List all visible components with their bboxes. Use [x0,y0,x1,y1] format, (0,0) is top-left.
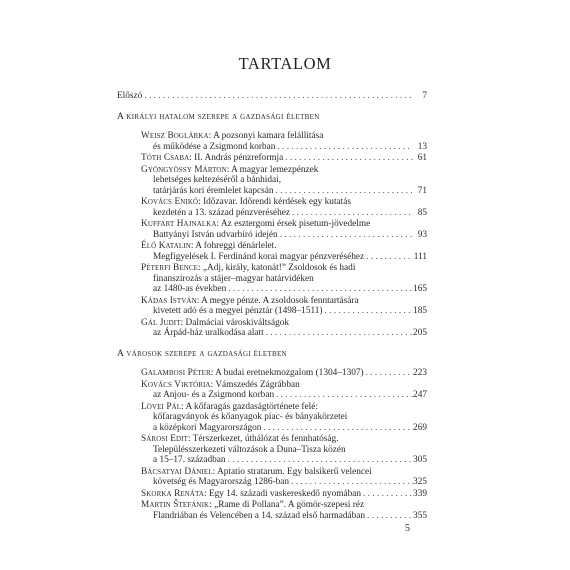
toc-entry-row [141,368,427,379]
entry-line [141,241,427,252]
leader-dots [278,230,413,241]
entry-author: Galambosi Péter [141,368,211,378]
entry-line [141,131,427,142]
toc-entry-row [141,511,427,522]
toc-entry-row [141,208,427,219]
entry-title-text: lehetséges keltezéséről a bánhidai, [153,175,282,185]
toc-entry [117,434,427,466]
leader-dots [261,423,413,434]
entry-title-text: és működése a Zsigmond korban [153,141,276,152]
entry-author: Kovács Enikő [141,197,199,207]
entry-title-text: : A kőfaragás gazdaságtörténete felé: [181,401,318,412]
toc-entry [117,263,427,295]
entry-title-text: : Térszerkezet, úthálózat és fennhatóság. [187,434,339,444]
entry-page: 247 [413,390,427,400]
page-number: 5 [405,523,410,534]
entry-author: Kádas István [141,295,197,306]
entry-title [141,489,361,500]
entry-line [141,219,427,230]
leader-dots [226,284,413,295]
entry-author: Gyöngyössy Márton [141,164,227,175]
entry-title-text: követség és Magyarország 1286-ban [153,477,290,487]
leader-dots [142,91,413,102]
leader-dots [364,252,413,263]
entry-author: Weisz Boglárka [141,131,209,141]
entry-line [141,402,427,413]
entry-author: Tóth Csaba [141,153,190,163]
entry-author: Lövei Pál [141,401,182,412]
leader-dots [274,186,413,197]
entry-title-text: Battyányi István udvarbíró idején [153,229,278,240]
table-of-contents [117,91,427,522]
toc-entry-row [141,284,427,295]
toc-entry-row [141,186,427,197]
entry-line [141,165,427,176]
toc-entry-row [141,423,427,434]
entry-author: Élő Katalin [141,241,191,251]
leader-dots [289,477,413,488]
entry-title-text: : A fohreggi dénárlelet. [190,241,277,251]
toc-entry [117,131,427,152]
entry-title-text: : Időzavar. Időrendi kérdések egy kutatás [198,197,351,207]
toc-entry-row [141,489,427,500]
toc-entry [117,500,427,521]
toc-entry [117,241,427,262]
entry-line [141,318,427,329]
toc-entry [117,153,427,164]
entry-title-text: az Anjou- és a Zsigmond korban [153,390,275,400]
entry-title-text: tatárjárás kori éremlelet kapcsán [153,185,274,196]
leader-dots [274,390,413,401]
toc-entry [117,380,427,401]
entry-title-text: : A budai eretnekmozgalom (1304–1307) [210,368,364,378]
entry-page: 325 [413,477,427,487]
toc-entry [117,402,427,434]
entry-title-text: a 15–17. században [153,455,226,465]
leader-dots [364,368,413,379]
entry-title-text: Településszerkezeti változások a Duna–Tisza közén [153,444,346,455]
entry-page: 111 [413,251,427,262]
toc-entry [117,318,427,339]
entry-author: Sárosi Edit [141,434,188,444]
entry-line [141,197,427,208]
entry-title-text: finanszírozás a stájer–magyar határvidéken [153,273,314,284]
toc-entry-row [141,306,427,317]
intro-page: 7 [422,91,427,101]
entry-title [141,153,283,164]
entry-page: 61 [417,153,427,163]
entry-title-text: Megfigyelések I. Ferdinánd korai magyar pénzveréséhez [153,251,365,262]
entry-author: Bácsatyai Dániel [141,466,213,477]
entry-line [141,467,427,478]
toc-sections [117,112,427,522]
entry-author: Gál Judit [141,317,181,328]
entry-title-text: : Dalmáciai városkiváltságok [180,317,290,328]
entry-title-text: a középkori Magyarországon [153,422,262,433]
toc-entry-row [141,328,427,339]
entry-page: 223 [413,368,427,378]
entry-author: Skorka Renáta [141,488,205,499]
leader-dots [264,328,413,339]
entry-title-text: kezdetén a 13. század pénzveréséhez [153,207,291,218]
entry-line [141,263,427,274]
entry-page: 355 [413,510,427,521]
toc-intro [117,91,427,102]
entry-title-text: az 1480-as években [153,284,227,294]
entry-title-text: : Aptatio stratarum. Egy balsikerű velencei [212,466,372,477]
entry-page: 185 [413,306,427,316]
leader-dots [290,208,413,219]
toc-entry [117,296,427,317]
leader-dots [275,142,413,153]
toc-entry [117,197,427,218]
entry-title-text: : A magyar lemezpénzek [226,164,319,175]
toc-entry-row [141,455,427,466]
entry-title-text: : „Adj, király, katonát!” Zsoldosok és hadi [198,263,356,273]
toc-entry [117,368,427,379]
entry-author: Kovács Viktória [141,379,211,390]
entry-page: 85 [417,207,427,218]
entry-title-text: kőfaragványok és kőanyagok piac- és bányakörzetei [153,412,348,422]
toc-entry-row [141,477,427,488]
entry-page: 269 [413,422,427,433]
entry-title-text: : A megye pénze. A zsoldosok fenntartására [196,295,359,306]
entry-title-text: : Egy 14. századi vaskereskedő nyomában [204,488,362,499]
leader-dots [283,153,413,164]
entry-page: 339 [413,488,427,499]
section-heading: A királyi hatalom szerepe a gazdasági életben [117,110,320,122]
toc-entry [117,489,427,500]
entry-title-text: az Árpád-ház uralkodása alatt [153,328,264,338]
intro-label: Előszó [117,91,143,101]
entry-line [141,434,427,445]
toc-entry-row [141,252,427,263]
toc-entry [117,467,427,488]
entry-author: Kuffart Hajnalka [141,219,217,229]
entry-line [141,412,427,423]
entry-title-text: : Az esztergomi érsek pisetum-jövedelme [216,219,371,229]
entry-line [141,274,427,285]
entry-line [141,296,427,307]
entry-line [141,175,427,186]
entry-page: 93 [417,229,427,240]
entry-page: 165 [413,284,427,294]
leader-dots [226,455,413,466]
entry-title-text: : A pozsonyi kamara felállítása [208,131,324,141]
entry-title-text: : „Rame di Pollana”. A gömör-szepesi réz [209,500,365,510]
leader-dots [323,306,413,317]
entry-title-text: : II. András pénzreformja [189,153,284,163]
entry-line [141,380,427,391]
leader-dots [361,489,413,500]
entry-author: Péterfi Bence [141,263,198,273]
entry-title [141,368,364,379]
page-title: TARTALOM [238,54,332,73]
toc-entry-row [141,390,427,401]
entry-page: 305 [413,455,427,465]
entry-title-text: : Vámszedés Zágrábban [210,379,300,390]
section-heading: A városok szerepe a gazdasági életben [117,347,287,359]
toc-entry-row [141,142,427,153]
toc-entry [117,165,427,197]
entry-title-text: kivetett adó és a megyei pénztár (1498–1511) [153,306,323,316]
entry-line [141,445,427,456]
entry-page: 13 [417,141,427,152]
entry-line [141,500,427,511]
leader-dots [365,511,413,522]
toc-entry [117,219,427,240]
entry-author: Martin Štefánik [141,500,210,510]
toc-entry-row [141,153,427,164]
entry-page: 205 [413,328,427,338]
entry-title-text: Flandriában és Velencében a 14. század első harmadában [153,510,366,521]
toc-entry-row [141,230,427,241]
entry-page: 71 [417,185,427,196]
